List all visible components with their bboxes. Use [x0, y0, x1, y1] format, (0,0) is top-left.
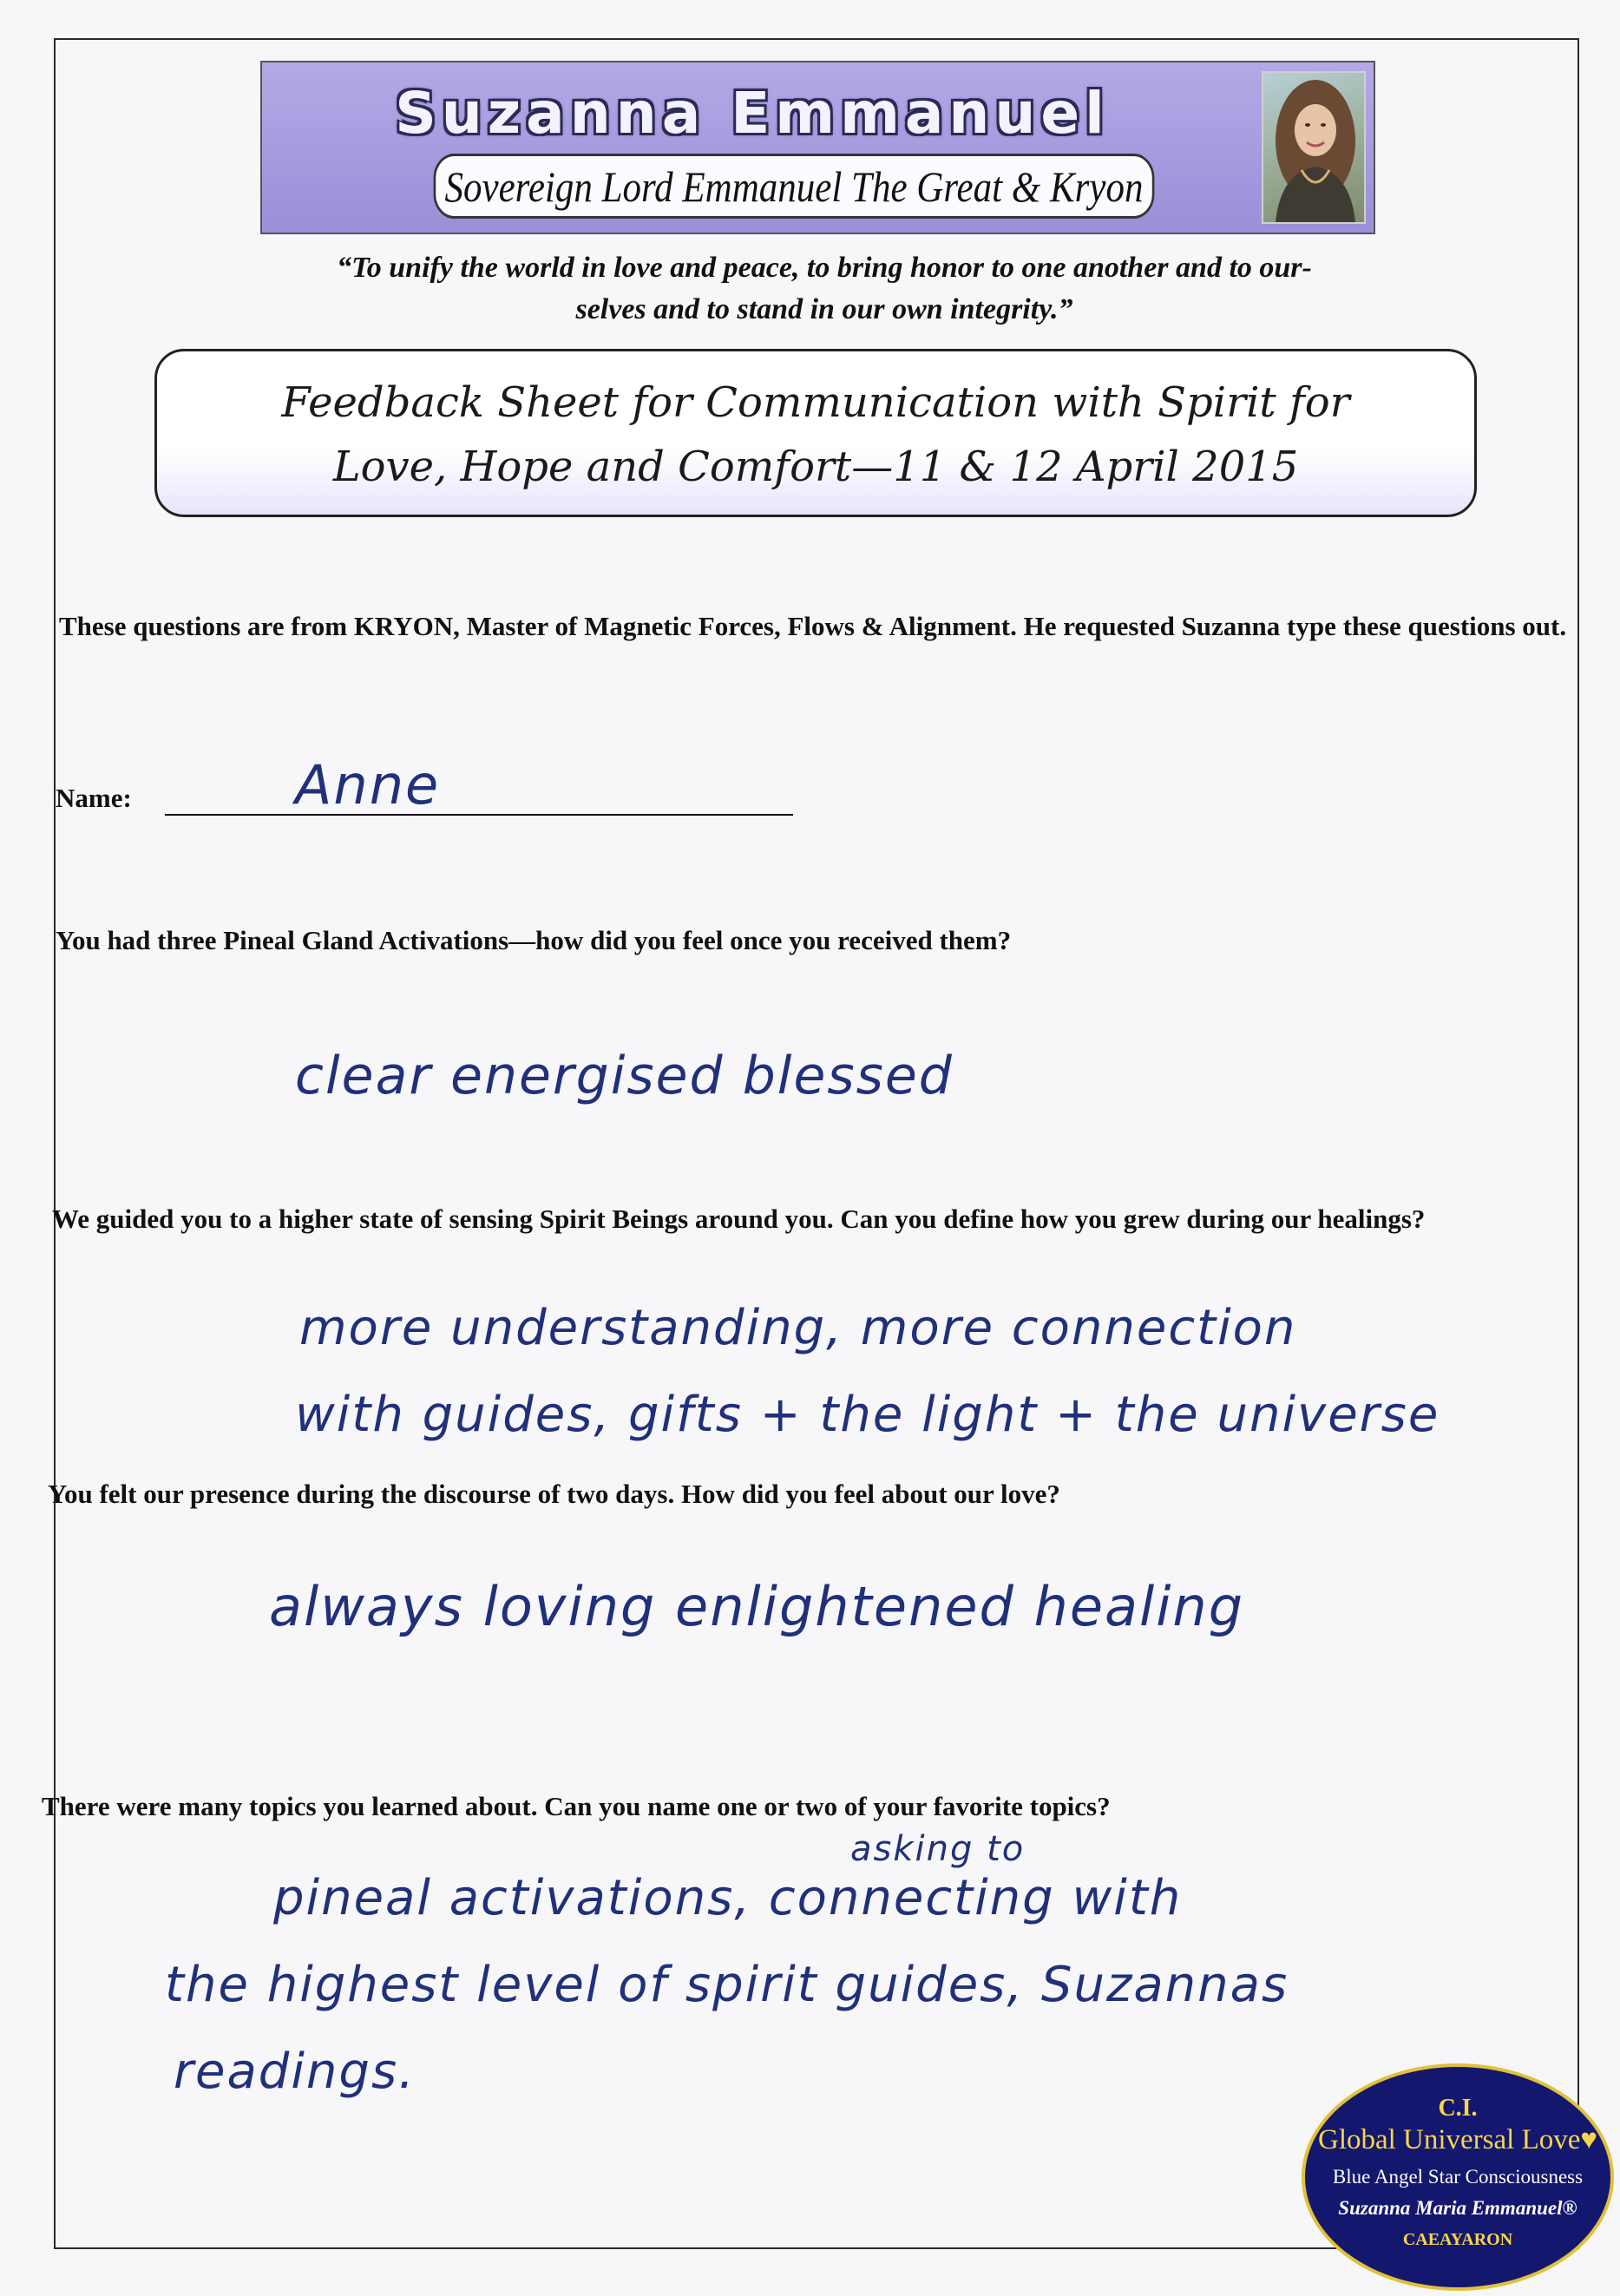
question-2: We guided you to a higher state of sensing Spirit Beings around you. Can you define how you grew during our healings? [52, 1204, 1426, 1234]
banner-subtitle: Sovereign Lord Emmanuel The Great & Kryon [434, 154, 1155, 219]
answer-2-line-1[interactable]: more understanding, more connection [299, 1300, 1297, 1356]
quote-line-2: selves and to stand in our own integrity.” [575, 293, 1073, 325]
portrait-photo [1262, 71, 1366, 224]
answer-4-line-2[interactable]: the highest level of spirit guides, Suzannas [165, 1957, 1289, 2013]
answer-1[interactable]: clear energised blessed [295, 1046, 954, 1106]
intro-text: These questions are from KRYON, Master of Magnetic Forces, Flows & Alignment. He requested Suzanna type these questions out. [59, 611, 1567, 641]
name-answer[interactable]: Anne [295, 753, 441, 817]
question-4: There were many topics you learned about. Can you name one or two of your favorite topics? [42, 1791, 1111, 1821]
header-banner [260, 61, 1375, 234]
question-1: You had three Pineal Gland Activations—how did you feel once you received them? [56, 925, 1012, 955]
answer-4-line-3[interactable]: readings. [174, 2043, 416, 2100]
answer-4-line-1[interactable]: pineal activations, connecting with [273, 1870, 1183, 1926]
feedback-title-box [154, 349, 1477, 517]
quote-line-1: “To unify the world in love and peace, to bring honor to one another and to our- [337, 252, 1312, 284]
answer-3[interactable]: always loving enlightened healing [269, 1575, 1245, 1638]
name-label: Name: [56, 783, 132, 813]
logo-line-1: C.I. [1438, 2095, 1478, 2122]
logo-line-5: CAEAYARON [1402, 2230, 1513, 2249]
logo-line-2: Global Universal Love♥ [1317, 2124, 1597, 2155]
answer-2-line-2[interactable]: with guides, gifts + the light + the universe [295, 1387, 1440, 1443]
banner-title: Suzanna Emmanuel [395, 80, 1110, 147]
answer-4-insert[interactable]: asking to [850, 1829, 1026, 1869]
logo-line-3: Blue Angel Star Consciousness [1332, 2166, 1584, 2188]
feedback-title-line-2: Love, Hope and Comfort—11 & 12 April 2015 [332, 443, 1299, 491]
mission-quote [174, 247, 1475, 331]
global-universal-love-logo [1302, 2063, 1614, 2291]
logo-line-4: Suzanna Maria Emmanuel® [1338, 2197, 1577, 2219]
feedback-title-line-1: Feedback Sheet for Communication with Spirit for [281, 378, 1350, 427]
question-3: You felt our presence during the discourse of two days. How did you feel about our love? [48, 1479, 1060, 1509]
name-underline [165, 814, 793, 816]
